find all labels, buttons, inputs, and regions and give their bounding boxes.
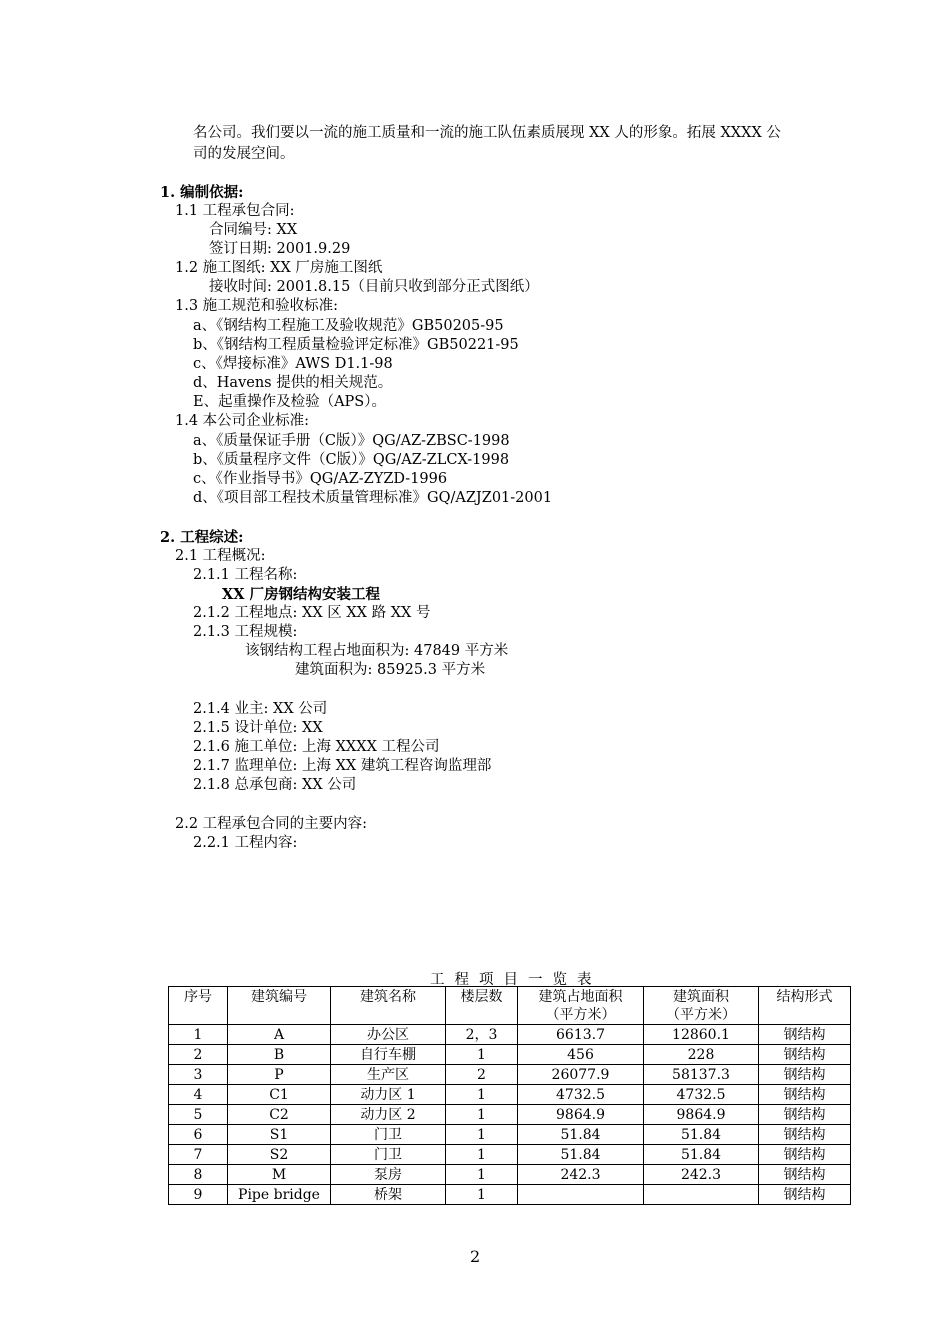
table-cell: 钢结构: [759, 1025, 851, 1045]
table-cell: 钢结构: [759, 1065, 851, 1085]
table-cell: 1: [446, 1185, 518, 1205]
section-2-1-6: 2.1.6 施工单位: 上海 XXXX 工程公司: [193, 739, 440, 755]
building-area: 建筑面积为: 85925.3 平方米: [295, 662, 486, 678]
table-cell: 1: [446, 1085, 518, 1105]
table-cell: 钢结构: [759, 1185, 851, 1205]
table-cell: C2: [228, 1105, 331, 1125]
section-2-heading: 2. 工程综述:: [160, 529, 244, 546]
standard-item: d、Havens 提供的相关规范。: [193, 375, 393, 391]
table-cell: 58137.3: [644, 1065, 759, 1085]
table-cell: 1: [446, 1145, 518, 1165]
table-cell: [518, 1185, 644, 1205]
table-cell: 2: [169, 1045, 228, 1065]
table-cell: S2: [228, 1145, 331, 1165]
table-cell: M: [228, 1165, 331, 1185]
table-header-cell: 建筑名称: [331, 987, 446, 1025]
section-1-1: 1.1 工程承包合同:: [175, 203, 295, 219]
table-cell: 钢结构: [759, 1125, 851, 1145]
table-row: [169, 1025, 851, 1045]
table-cell: P: [228, 1065, 331, 1085]
land-area: 该钢结构工程占地面积为: 47849 平方米: [245, 643, 509, 659]
table-cell: 1: [169, 1025, 228, 1045]
table-cell: 钢结构: [759, 1085, 851, 1105]
table-header-cell: 建筑占地面积 （平方米）: [518, 987, 644, 1025]
company-standard-item: d、《项目部工程技术质量管理标准》GQ/AZJZ01-2001: [193, 490, 553, 506]
table-cell: 4: [169, 1085, 228, 1105]
table-cell: 泵房: [331, 1165, 446, 1185]
table-cell: 6: [169, 1125, 228, 1145]
table-row: [169, 1065, 851, 1085]
table-cell: 门卫: [331, 1145, 446, 1165]
table-cell: 5: [169, 1105, 228, 1125]
table-row: [169, 1125, 851, 1145]
section-1-3: 1.3 施工规范和验收标准:: [175, 298, 339, 314]
standard-item: c、《焊接标准》AWS D1.1-98: [193, 356, 393, 372]
table-cell: 228: [644, 1045, 759, 1065]
table-cell: 2: [446, 1065, 518, 1085]
intro-line-2: 司的发展空间。: [193, 146, 295, 162]
section-2-1-1: 2.1.1 工程名称:: [193, 567, 298, 583]
section-2-1-5: 2.1.5 设计单位: XX: [193, 720, 323, 736]
table-cell: B: [228, 1045, 331, 1065]
section-1-heading: 1. 编制依据:: [160, 184, 244, 201]
table-cell: 8: [169, 1165, 228, 1185]
section-1-2: 1.2 施工图纸: XX 厂房施工图纸: [175, 260, 383, 276]
receive-time: 接收时间: 2001.8.15（目前只收到部分正式图纸）: [209, 279, 539, 295]
table-body: [169, 1025, 851, 1205]
section-2-1: 2.1 工程概况:: [175, 548, 266, 564]
table-row: [169, 1045, 851, 1065]
section-2-1-7: 2.1.7 监理单位: 上海 XX 建筑工程咨询监理部: [193, 758, 492, 774]
standard-item: b、《钢结构工程质量检验评定标准》GB50221-95: [193, 337, 519, 353]
table-cell: 1: [446, 1125, 518, 1145]
table-cell: 2，3: [446, 1025, 518, 1045]
table-cell: 门卫: [331, 1125, 446, 1145]
table-cell: 桥架: [331, 1185, 446, 1205]
section-2-1-4: 2.1.4 业主: XX 公司: [193, 701, 328, 717]
table-cell: 动力区 1: [331, 1085, 446, 1105]
sign-date: 签订日期: 2001.9.29: [209, 241, 351, 257]
table-header-cell: 结构形式: [759, 987, 851, 1025]
table-cell: Pipe bridge: [228, 1185, 331, 1205]
table-cell: 1: [446, 1045, 518, 1065]
table-cell: 钢结构: [759, 1045, 851, 1065]
table-cell: 51.84: [518, 1125, 644, 1145]
table-cell: 51.84: [518, 1145, 644, 1165]
table-header-cell: 建筑面积 （平方米）: [644, 987, 759, 1025]
table-row: [169, 1165, 851, 1185]
table-caption: 工程项目一览表: [430, 972, 602, 988]
section-2-2: 2.2 工程承包合同的主要内容:: [175, 816, 368, 832]
table-cell: 3: [169, 1065, 228, 1085]
table-cell: [644, 1185, 759, 1205]
table-row: [169, 1145, 851, 1165]
table-cell: 9864.9: [644, 1105, 759, 1125]
table-cell: 242.3: [644, 1165, 759, 1185]
section-2-1-2: 2.1.2 工程地点: XX 区 XX 路 XX 号: [193, 605, 431, 621]
section-2-1-3: 2.1.3 工程规模:: [193, 624, 298, 640]
table-cell: 26077.9: [518, 1065, 644, 1085]
table-cell: 1: [446, 1165, 518, 1185]
intro-line-1: 名公司。我们要以一流的施工质量和一流的施工队伍素质展现 XX 人的形象。拓展 XXXX 公: [193, 125, 781, 141]
table-cell: 51.84: [644, 1125, 759, 1145]
table-cell: 9: [169, 1185, 228, 1205]
table-cell: 456: [518, 1045, 644, 1065]
table-cell: 6613.7: [518, 1025, 644, 1045]
contract-number: 合同编号: XX: [209, 222, 298, 238]
standard-item: a、《钢结构工程施工及验收规范》GB50205-95: [193, 318, 504, 334]
table-row: [169, 1085, 851, 1105]
table-cell: 9864.9: [518, 1105, 644, 1125]
table-cell: C1: [228, 1085, 331, 1105]
table-cell: 生产区: [331, 1065, 446, 1085]
table-cell: 钢结构: [759, 1165, 851, 1185]
table-cell: 7: [169, 1145, 228, 1165]
project-table: [168, 986, 851, 1205]
table-header-cell: 建筑编号: [228, 987, 331, 1025]
page-number: 2: [470, 1247, 481, 1266]
table-header-cell: 楼层数: [446, 987, 518, 1025]
company-standard-item: a、《质量保证手册（C版）》QG/AZ-ZBSC-1998: [193, 433, 510, 449]
table-row: [169, 1105, 851, 1125]
table-cell: 4732.5: [644, 1085, 759, 1105]
section-2-2-1: 2.2.1 工程内容:: [193, 835, 298, 851]
company-standard-item: c、《作业指导书》QG/AZ-ZYZD-1996: [193, 471, 448, 487]
table-row: [169, 1185, 851, 1205]
table-cell: 动力区 2: [331, 1105, 446, 1125]
section-2-1-8: 2.1.8 总承包商: XX 公司: [193, 777, 357, 793]
table-cell: 4732.5: [518, 1085, 644, 1105]
table-header-row: [169, 987, 851, 1025]
table-cell: 钢结构: [759, 1105, 851, 1125]
project-name: XX 厂房钢结构安装工程: [222, 586, 381, 603]
company-standard-item: b、《质量程序文件（C版）》QG/AZ-ZLCX-1998: [193, 452, 510, 468]
section-1-4: 1.4 本公司企业标准:: [175, 413, 310, 429]
table-cell: A: [228, 1025, 331, 1045]
table-cell: 1: [446, 1105, 518, 1125]
standard-item: E、起重操作及检验（APS）。: [193, 394, 386, 410]
table-cell: 自行车棚: [331, 1045, 446, 1065]
table-cell: 51.84: [644, 1145, 759, 1165]
table-cell: 钢结构: [759, 1145, 851, 1165]
table-cell: S1: [228, 1125, 331, 1145]
table-cell: 242.3: [518, 1165, 644, 1185]
table-header-cell: 序号: [169, 987, 228, 1025]
table-cell: 12860.1: [644, 1025, 759, 1045]
table-cell: 办公区: [331, 1025, 446, 1045]
